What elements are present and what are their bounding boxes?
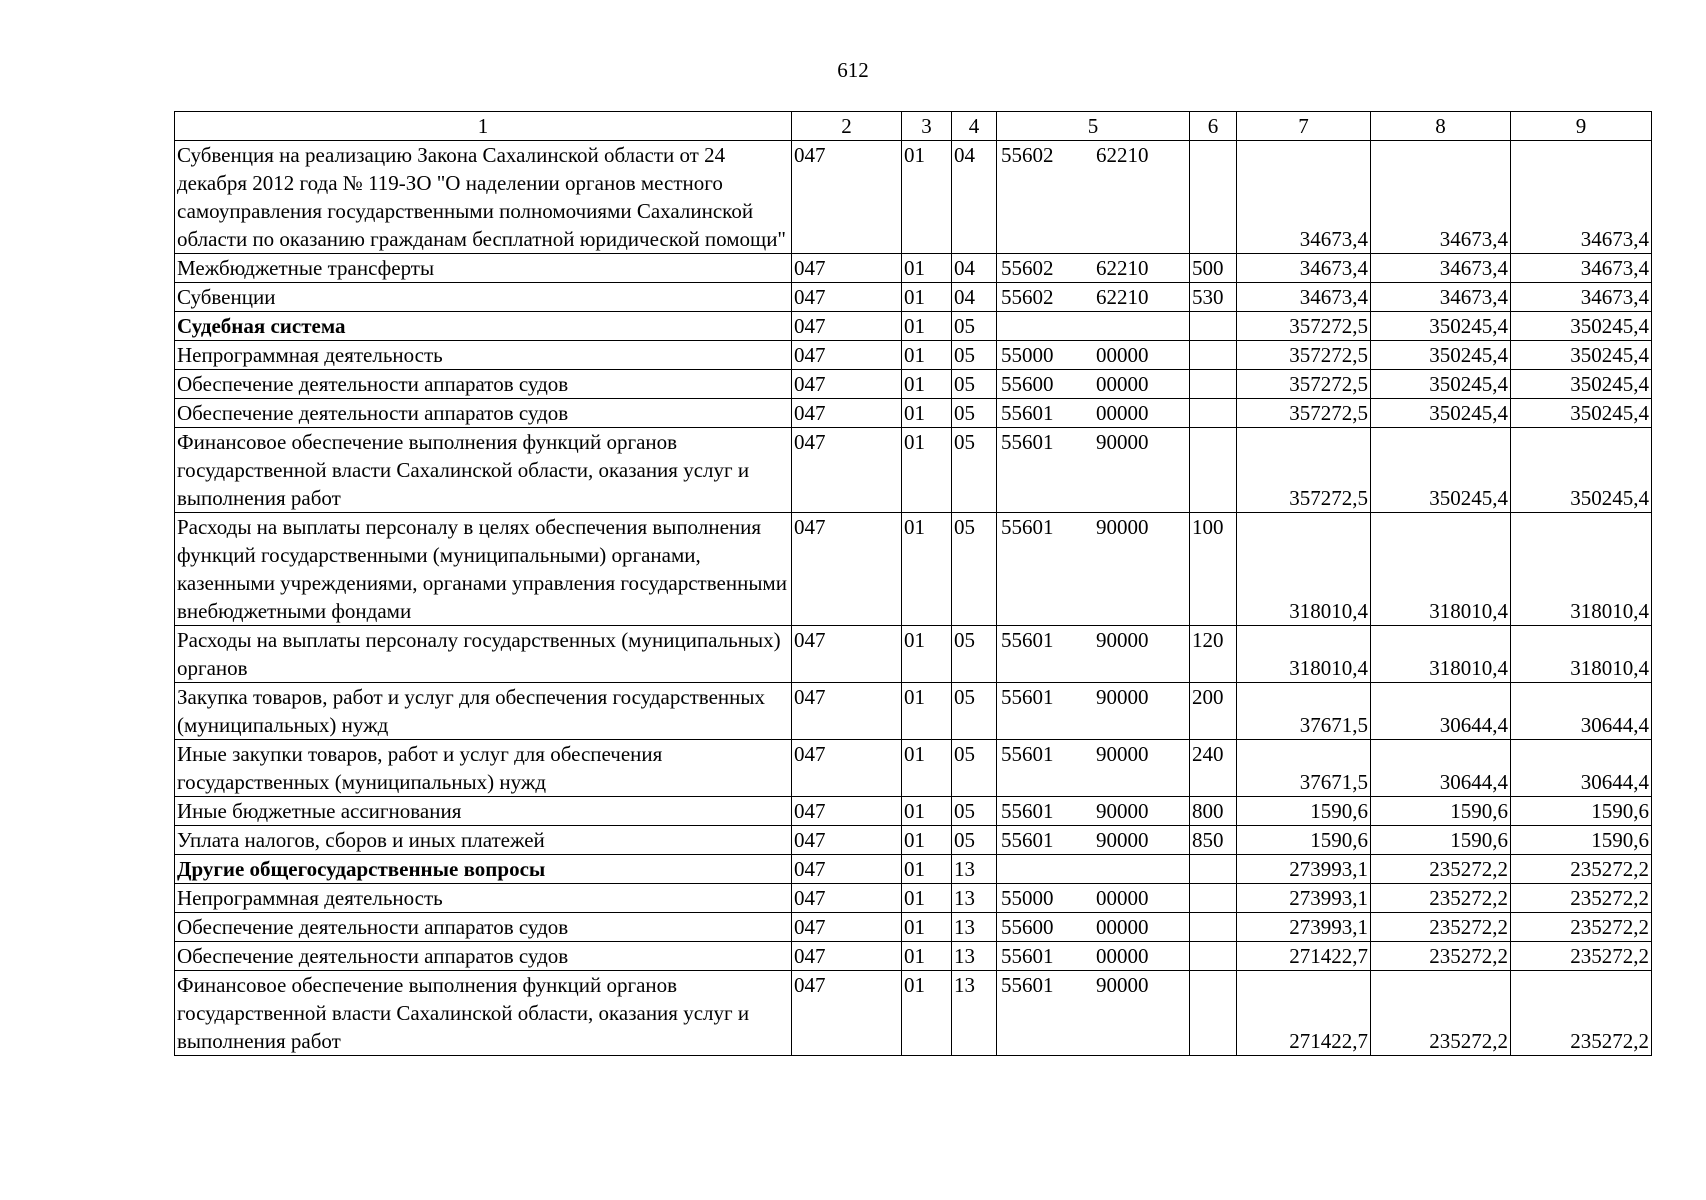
target-article-program: 55601 (1001, 828, 1054, 852)
header-cell: 4 (952, 112, 997, 141)
row-description: Межбюджетные трансферты (175, 254, 792, 283)
target-article-program: 55601 (1001, 944, 1054, 968)
target-article-direction: 00000 (1096, 401, 1149, 425)
target-article-direction: 90000 (1096, 828, 1149, 852)
code-expense-type: 850 (1190, 826, 1237, 855)
amount-col9: 34673,4 (1511, 141, 1652, 254)
target-article-program: 55601 (1001, 685, 1054, 709)
code-target-article (997, 826, 1190, 855)
code-expense-type (1190, 971, 1237, 1056)
code-expense-type (1190, 884, 1237, 913)
code-subsection: 05 (952, 312, 997, 341)
code-subsection: 05 (952, 826, 997, 855)
code-admin: 047 (792, 513, 902, 626)
code-section: 01 (902, 283, 952, 312)
target-article-direction: 00000 (1096, 944, 1149, 968)
table-row (175, 399, 1652, 428)
amount-col8: 34673,4 (1371, 283, 1511, 312)
row-description: Закупка товаров, работ и услуг для обеспечения государственных (муниципальных) нужд (175, 683, 792, 740)
target-article-direction: 90000 (1096, 799, 1149, 823)
amount-col9: 350245,4 (1511, 428, 1652, 513)
code-admin: 047 (792, 399, 902, 428)
code-target-article (997, 341, 1190, 370)
table-row (175, 312, 1652, 341)
table-row (175, 254, 1652, 283)
row-description: Расходы на выплаты персоналу государственных (муниципальных) органов (175, 626, 792, 683)
table-row (175, 740, 1652, 797)
code-target-article (997, 797, 1190, 826)
amount-col9: 350245,4 (1511, 370, 1652, 399)
code-admin: 047 (792, 283, 902, 312)
amount-col7: 318010,4 (1237, 513, 1371, 626)
target-article-direction: 90000 (1096, 515, 1149, 539)
row-description: Расходы на выплаты персоналу в целях обеспечения выполнения функций государственными (муниципальными) органами, казенными учреждениями, органами управления государственными внебюджетными фондами (175, 513, 792, 626)
row-description: Непрограммная деятельность (175, 341, 792, 370)
table-row (175, 826, 1652, 855)
target-article-direction: 90000 (1096, 430, 1149, 454)
amount-col8: 1590,6 (1371, 797, 1511, 826)
code-expense-type (1190, 341, 1237, 370)
code-subsection: 05 (952, 370, 997, 399)
amount-col8: 1590,6 (1371, 826, 1511, 855)
code-section: 01 (902, 797, 952, 826)
amount-col9: 34673,4 (1511, 254, 1652, 283)
code-admin: 047 (792, 370, 902, 399)
code-subsection: 13 (952, 942, 997, 971)
code-subsection: 04 (952, 254, 997, 283)
header-cell: 6 (1190, 112, 1237, 141)
amount-col7: 357272,5 (1237, 312, 1371, 341)
code-subsection: 13 (952, 855, 997, 884)
code-expense-type (1190, 370, 1237, 399)
amount-col9: 318010,4 (1511, 626, 1652, 683)
table-row (175, 370, 1652, 399)
amount-col9: 235272,2 (1511, 884, 1652, 913)
code-subsection: 05 (952, 797, 997, 826)
code-section: 01 (902, 399, 952, 428)
header-cell: 3 (902, 112, 952, 141)
amount-col8: 350245,4 (1371, 428, 1511, 513)
target-article-direction: 00000 (1096, 915, 1149, 939)
code-expense-type: 100 (1190, 513, 1237, 626)
row-description: Уплата налогов, сборов и иных платежей (175, 826, 792, 855)
amount-col8: 350245,4 (1371, 399, 1511, 428)
code-section: 01 (902, 855, 952, 884)
row-description: Обеспечение деятельности аппаратов судов (175, 370, 792, 399)
code-admin: 047 (792, 884, 902, 913)
code-admin: 047 (792, 428, 902, 513)
amount-col8: 235272,2 (1371, 942, 1511, 971)
target-article-direction: 90000 (1096, 973, 1149, 997)
code-expense-type: 500 (1190, 254, 1237, 283)
code-target-article (997, 254, 1190, 283)
code-section: 01 (902, 341, 952, 370)
amount-col8: 30644,4 (1371, 740, 1511, 797)
page-number: 612 (837, 58, 869, 82)
code-subsection: 04 (952, 141, 997, 254)
table-row (175, 971, 1652, 1056)
amount-col7: 37671,5 (1237, 683, 1371, 740)
amount-col8: 318010,4 (1371, 626, 1511, 683)
code-subsection: 05 (952, 399, 997, 428)
amount-col7: 271422,7 (1237, 942, 1371, 971)
table-row (175, 283, 1652, 312)
target-article-direction: 90000 (1096, 628, 1149, 652)
amount-col8: 34673,4 (1371, 254, 1511, 283)
amount-col9: 235272,2 (1511, 913, 1652, 942)
code-admin: 047 (792, 971, 902, 1056)
amount-col9: 34673,4 (1511, 283, 1652, 312)
code-section: 01 (902, 942, 952, 971)
target-article-direction: 90000 (1096, 685, 1149, 709)
target-article-program: 55601 (1001, 628, 1054, 652)
header-cell: 9 (1511, 112, 1652, 141)
code-section: 01 (902, 626, 952, 683)
code-admin: 047 (792, 141, 902, 254)
code-target-article (997, 370, 1190, 399)
row-description: Непрограммная деятельность (175, 884, 792, 913)
code-section: 01 (902, 513, 952, 626)
code-subsection: 05 (952, 626, 997, 683)
target-article-program: 55601 (1001, 430, 1054, 454)
code-section: 01 (902, 826, 952, 855)
amount-col7: 37671,5 (1237, 740, 1371, 797)
amount-col7: 1590,6 (1237, 797, 1371, 826)
table-row (175, 683, 1652, 740)
table-row (175, 513, 1652, 626)
code-section: 01 (902, 370, 952, 399)
amount-col7: 318010,4 (1237, 626, 1371, 683)
code-admin: 047 (792, 826, 902, 855)
amount-col7: 1590,6 (1237, 826, 1371, 855)
code-expense-type: 530 (1190, 283, 1237, 312)
code-target-article (997, 942, 1190, 971)
amount-col7: 34673,4 (1237, 254, 1371, 283)
target-article-program: 55600 (1001, 372, 1054, 396)
code-expense-type: 200 (1190, 683, 1237, 740)
table-row (175, 884, 1652, 913)
code-section: 01 (902, 428, 952, 513)
row-description: Субвенции (175, 283, 792, 312)
amount-col7: 271422,7 (1237, 971, 1371, 1056)
code-admin: 047 (792, 942, 902, 971)
target-article-program: 55000 (1001, 886, 1054, 910)
header-cell: 1 (175, 112, 792, 141)
row-description: Другие общегосударственные вопросы (175, 855, 792, 884)
header-cell: 2 (792, 112, 902, 141)
amount-col7: 357272,5 (1237, 370, 1371, 399)
table-row (175, 942, 1652, 971)
code-admin: 047 (792, 683, 902, 740)
code-target-article (997, 141, 1190, 254)
code-target-article (997, 971, 1190, 1056)
target-article-direction: 00000 (1096, 886, 1149, 910)
code-section: 01 (902, 913, 952, 942)
amount-col7: 357272,5 (1237, 428, 1371, 513)
amount-col8: 235272,2 (1371, 855, 1511, 884)
code-target-article (997, 626, 1190, 683)
amount-col8: 30644,4 (1371, 683, 1511, 740)
code-target-article (997, 683, 1190, 740)
amount-col7: 34673,4 (1237, 141, 1371, 254)
row-description: Судебная система (175, 312, 792, 341)
target-article-program: 55600 (1001, 915, 1054, 939)
target-article-program: 55601 (1001, 799, 1054, 823)
target-article-direction: 90000 (1096, 742, 1149, 766)
code-section: 01 (902, 971, 952, 1056)
row-description: Иные бюджетные ассигнования (175, 797, 792, 826)
table-row (175, 626, 1652, 683)
amount-col7: 273993,1 (1237, 913, 1371, 942)
code-admin: 047 (792, 254, 902, 283)
code-admin: 047 (792, 797, 902, 826)
amount-col9: 318010,4 (1511, 513, 1652, 626)
row-description: Обеспечение деятельности аппаратов судов (175, 913, 792, 942)
code-admin: 047 (792, 626, 902, 683)
target-article-direction: 00000 (1096, 372, 1149, 396)
amount-col7: 273993,1 (1237, 884, 1371, 913)
code-subsection: 13 (952, 913, 997, 942)
row-description: Финансовое обеспечение выполнения функций органов государственной власти Сахалинской области, оказания услуг и выполнения работ (175, 428, 792, 513)
code-expense-type (1190, 141, 1237, 254)
code-target-article (997, 283, 1190, 312)
amount-col7: 357272,5 (1237, 341, 1371, 370)
amount-col9: 350245,4 (1511, 341, 1652, 370)
amount-col9: 30644,4 (1511, 740, 1652, 797)
row-description: Финансовое обеспечение выполнения функций органов государственной власти Сахалинской области, оказания услуг и выполнения работ (175, 971, 792, 1056)
row-description: Иные закупки товаров, работ и услуг для обеспечения государственных (муниципальных) нужд (175, 740, 792, 797)
target-article-direction: 62210 (1096, 285, 1149, 309)
target-article-program: 55601 (1001, 515, 1054, 539)
code-section: 01 (902, 141, 952, 254)
table-row (175, 913, 1652, 942)
code-target-article (997, 855, 1190, 884)
code-subsection: 04 (952, 283, 997, 312)
amount-col9: 1590,6 (1511, 826, 1652, 855)
code-section: 01 (902, 312, 952, 341)
amount-col9: 235272,2 (1511, 942, 1652, 971)
code-section: 01 (902, 683, 952, 740)
code-target-article (997, 312, 1190, 341)
amount-col8: 350245,4 (1371, 312, 1511, 341)
code-subsection: 05 (952, 341, 997, 370)
target-article-direction: 62210 (1096, 256, 1149, 280)
code-expense-type (1190, 312, 1237, 341)
table-row (175, 797, 1652, 826)
code-admin: 047 (792, 855, 902, 884)
amount-col8: 235272,2 (1371, 884, 1511, 913)
amount-col9: 235272,2 (1511, 971, 1652, 1056)
code-subsection: 05 (952, 428, 997, 513)
code-subsection: 05 (952, 683, 997, 740)
target-article-direction: 62210 (1096, 143, 1149, 167)
target-article-program: 55000 (1001, 343, 1054, 367)
header-row (175, 112, 1652, 141)
amount-col8: 235272,2 (1371, 971, 1511, 1056)
code-expense-type: 120 (1190, 626, 1237, 683)
amount-col7: 357272,5 (1237, 399, 1371, 428)
table-row (175, 855, 1652, 884)
table-row (175, 341, 1652, 370)
amount-col9: 235272,2 (1511, 855, 1652, 884)
code-expense-type (1190, 855, 1237, 884)
row-description: Обеспечение деятельности аппаратов судов (175, 942, 792, 971)
header-cell: 8 (1371, 112, 1511, 141)
row-description: Субвенция на реализацию Закона Сахалинской области от 24 декабря 2012 года № 119-ЗО "О наделении органов местного самоуправления государственными полномочиями Сахалинской области по оказанию гражданам бесплатной юридической помощи" (175, 141, 792, 254)
code-target-article (997, 740, 1190, 797)
header-cell: 5 (997, 112, 1190, 141)
code-admin: 047 (792, 740, 902, 797)
code-section: 01 (902, 254, 952, 283)
target-article-program: 55601 (1001, 973, 1054, 997)
budget-table (174, 111, 1652, 1056)
table-row (175, 141, 1652, 254)
target-article-program: 55602 (1001, 143, 1054, 167)
table-row (175, 428, 1652, 513)
target-article-program: 55601 (1001, 742, 1054, 766)
code-target-article (997, 513, 1190, 626)
amount-col9: 350245,4 (1511, 399, 1652, 428)
code-admin: 047 (792, 913, 902, 942)
code-target-article (997, 428, 1190, 513)
code-subsection: 13 (952, 884, 997, 913)
code-admin: 047 (792, 341, 902, 370)
amount-col7: 34673,4 (1237, 283, 1371, 312)
amount-col7: 273993,1 (1237, 855, 1371, 884)
code-subsection: 05 (952, 513, 997, 626)
amount-col8: 235272,2 (1371, 913, 1511, 942)
code-target-article (997, 913, 1190, 942)
target-article-direction: 00000 (1096, 343, 1149, 367)
code-expense-type: 800 (1190, 797, 1237, 826)
header-cell: 7 (1237, 112, 1371, 141)
target-article-program: 55602 (1001, 285, 1054, 309)
code-section: 01 (902, 884, 952, 913)
amount-col9: 30644,4 (1511, 683, 1652, 740)
code-subsection: 05 (952, 740, 997, 797)
code-subsection: 13 (952, 971, 997, 1056)
code-expense-type (1190, 428, 1237, 513)
code-target-article (997, 884, 1190, 913)
amount-col8: 350245,4 (1371, 341, 1511, 370)
code-expense-type (1190, 942, 1237, 971)
amount-col9: 1590,6 (1511, 797, 1652, 826)
code-section: 01 (902, 740, 952, 797)
amount-col9: 350245,4 (1511, 312, 1652, 341)
row-description: Обеспечение деятельности аппаратов судов (175, 399, 792, 428)
target-article-program: 55602 (1001, 256, 1054, 280)
amount-col8: 34673,4 (1371, 141, 1511, 254)
code-expense-type (1190, 399, 1237, 428)
code-target-article (997, 399, 1190, 428)
target-article-program: 55601 (1001, 401, 1054, 425)
code-expense-type (1190, 913, 1237, 942)
amount-col8: 350245,4 (1371, 370, 1511, 399)
code-admin: 047 (792, 312, 902, 341)
amount-col8: 318010,4 (1371, 513, 1511, 626)
code-expense-type: 240 (1190, 740, 1237, 797)
